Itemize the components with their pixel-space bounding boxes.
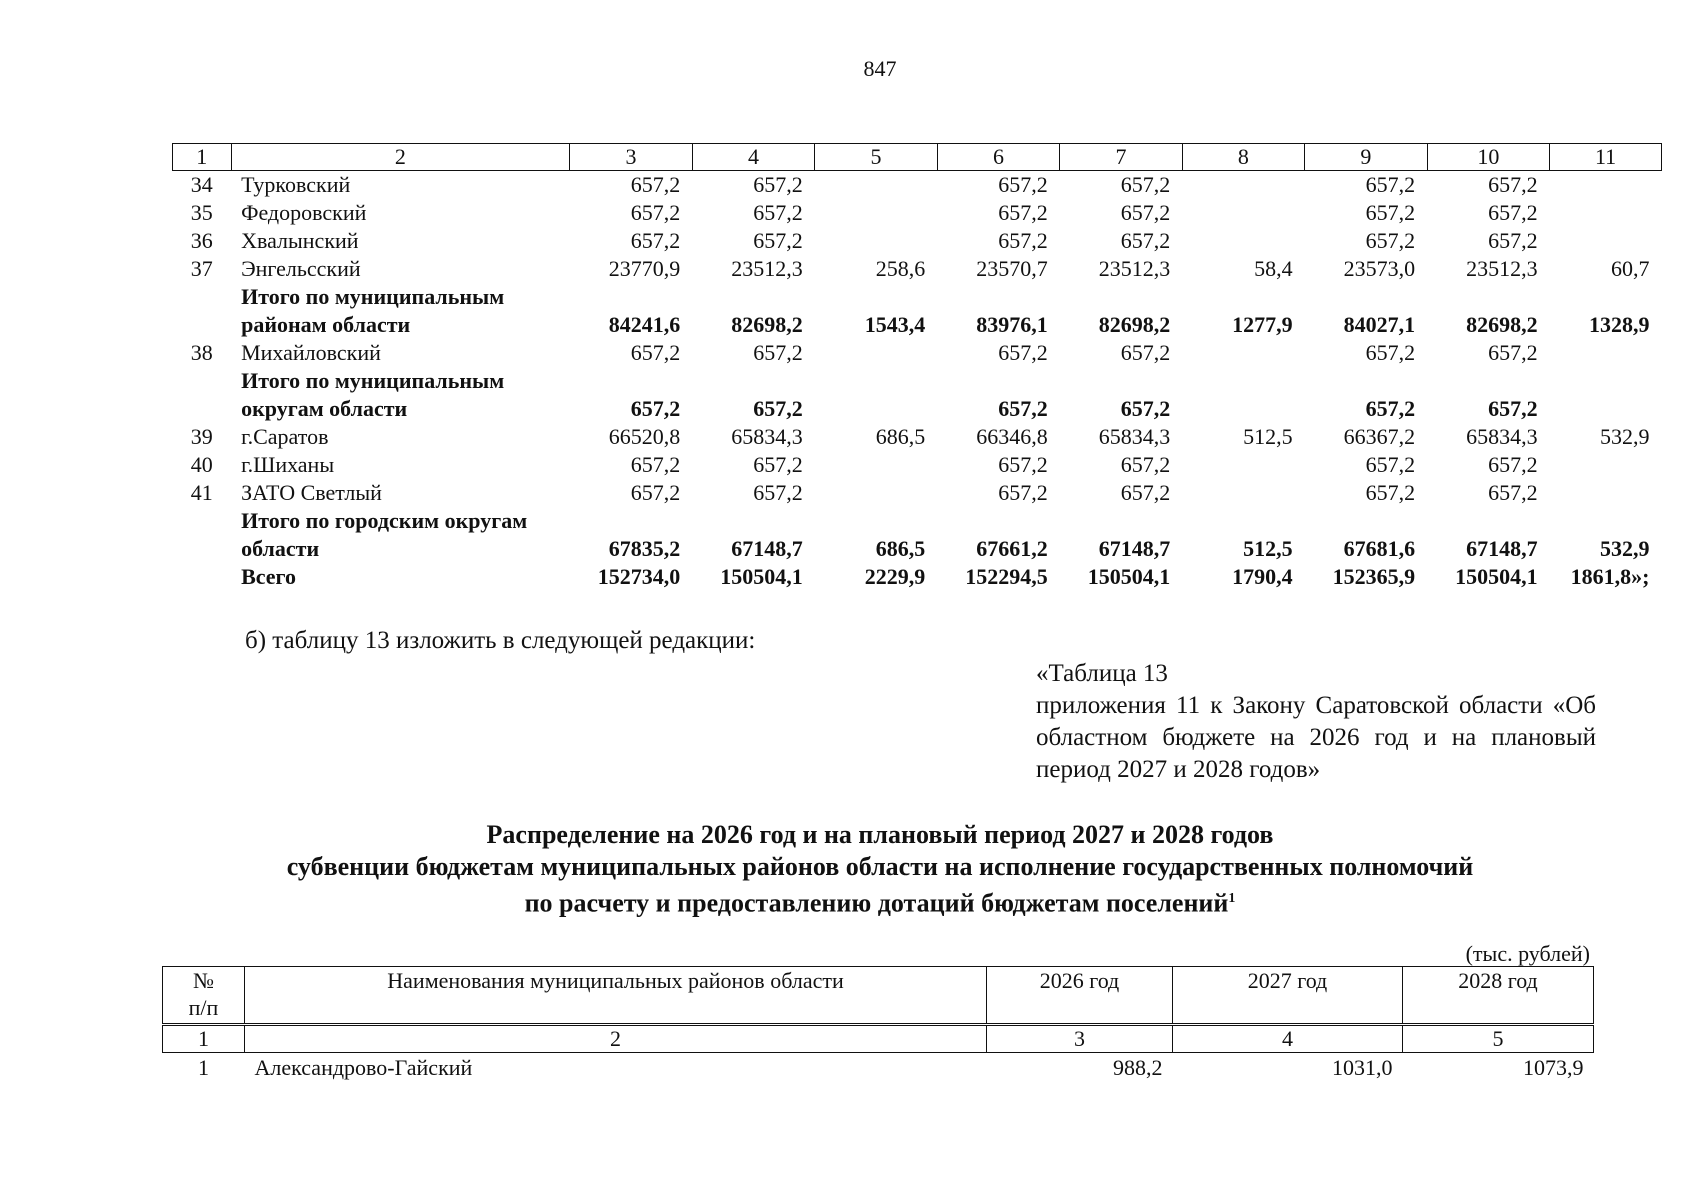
paragraph-b: б) таблицу 13 изложить в следующей редакции: (245, 627, 756, 654)
value-cell-c3: 657,2 (630, 396, 681, 421)
table-row (173, 423, 1662, 451)
value-cell-c9: 657,2 (1365, 228, 1416, 253)
table-row (173, 171, 1662, 200)
value-cell-c4: 657,2 (753, 452, 803, 477)
value-cell-c7: 65834,3 (1098, 424, 1171, 449)
value-cell-c6: 152294,5 (965, 564, 1048, 589)
header-2028: 2028 год (1403, 967, 1594, 1025)
value-cell-c5: 686,5 (875, 536, 926, 561)
value-cell-c5 (815, 283, 937, 311)
value-cell-c3: 657,2 (630, 200, 681, 225)
value-cell-c3 (570, 367, 692, 395)
value-cell-c11 (1550, 227, 1662, 255)
row-number (173, 311, 232, 339)
table-row (173, 535, 1662, 563)
col-number: 4 (692, 144, 814, 171)
header-row (163, 967, 1594, 1025)
value-cell-c8: 512,5 (1243, 424, 1293, 449)
value-cell-c6 (937, 507, 1059, 535)
row-number (173, 283, 232, 311)
top-table (172, 143, 1662, 591)
district-name: Турковский (241, 172, 351, 197)
district-name: Федоровский (241, 200, 367, 225)
row-number: 35 (190, 200, 213, 225)
value-cell-c3: 657,2 (630, 452, 681, 477)
value-cell-c8 (1182, 339, 1304, 367)
value-cell-c8 (1182, 507, 1304, 535)
row-number: 40 (190, 452, 213, 477)
row-number (173, 535, 232, 563)
value-cell-c10: 657,2 (1488, 340, 1538, 365)
value-cell-c7: 657,2 (1120, 228, 1171, 253)
col-number: 9 (1305, 144, 1427, 171)
value-cell-c8: 1790,4 (1232, 564, 1293, 589)
value-cell-c10: 657,2 (1488, 396, 1538, 421)
value-cell-c11 (1550, 339, 1662, 367)
value-cell-c3 (570, 507, 692, 535)
value-cell-c9: 66367,2 (1343, 424, 1416, 449)
value-cell-c7: 657,2 (1120, 172, 1171, 197)
page-number: 847 (863, 56, 897, 81)
row-number (173, 563, 232, 591)
col-number: 5 (1403, 1025, 1594, 1053)
value-cell-c5: 686,5 (875, 424, 926, 449)
value-cell-c8 (1182, 283, 1304, 311)
table-row (173, 283, 1662, 311)
row-number: 34 (190, 172, 213, 197)
value-cell-c8 (1182, 171, 1304, 200)
value-cell-c8 (1182, 479, 1304, 507)
value-cell-c6: 657,2 (998, 396, 1048, 421)
value-cell-c11 (1550, 395, 1662, 423)
value-cell-c6 (937, 367, 1059, 395)
district-name: г.Саратов (241, 424, 329, 449)
units-label: (тыс. рублей) (1465, 941, 1590, 966)
col-number: 7 (1060, 144, 1182, 171)
column-number-row (163, 1025, 1594, 1053)
value-cell-c11: 532,9 (1600, 424, 1650, 449)
value-y2027: 1031,0 (1332, 1055, 1393, 1080)
table-row (173, 451, 1662, 479)
value-cell-c7 (1060, 283, 1182, 311)
table-row (173, 367, 1662, 395)
value-cell-c3: 84241,6 (608, 312, 681, 337)
value-cell-c11 (1550, 171, 1662, 200)
value-cell-c4: 65834,3 (731, 424, 803, 449)
value-cell-c7: 23512,3 (1098, 256, 1171, 281)
value-cell-c7: 82698,2 (1098, 312, 1171, 337)
value-y2028: 1073,9 (1523, 1055, 1584, 1080)
value-cell-c10: 67148,7 (1466, 536, 1538, 561)
table-row (173, 507, 1662, 535)
value-cell-c9: 23573,0 (1343, 256, 1416, 281)
value-cell-c11: 532,9 (1600, 536, 1650, 561)
value-cell-c11 (1550, 479, 1662, 507)
value-cell-c3 (570, 283, 692, 311)
value-cell-c10 (1427, 507, 1549, 535)
value-cell-c4: 150504,1 (720, 564, 803, 589)
value-cell-c10: 65834,3 (1466, 424, 1538, 449)
value-cell-c6: 83976,1 (976, 312, 1048, 337)
table-row (173, 199, 1662, 227)
value-cell-c7: 657,2 (1120, 340, 1171, 365)
value-cell-c10: 82698,2 (1466, 312, 1538, 337)
value-cell-c6 (937, 283, 1059, 311)
value-cell-c4 (692, 507, 814, 535)
row-number (173, 367, 232, 395)
value-cell-c7: 657,2 (1120, 480, 1171, 505)
value-cell-c11: 1328,9 (1589, 312, 1650, 337)
value-cell-c10: 657,2 (1488, 172, 1538, 197)
col-number: 4 (1173, 1025, 1403, 1053)
value-cell-c5 (815, 171, 937, 200)
value-cell-c3: 657,2 (630, 340, 681, 365)
value-cell-c9: 657,2 (1365, 340, 1416, 365)
table-row (173, 339, 1662, 367)
value-cell-c5: 258,6 (875, 256, 926, 281)
col-number: 6 (937, 144, 1059, 171)
value-cell-c5 (815, 451, 937, 479)
value-cell-c6: 657,2 (998, 452, 1048, 477)
value-cell-c5 (815, 227, 937, 255)
value-cell-c7: 657,2 (1120, 396, 1171, 421)
value-cell-c11 (1550, 283, 1662, 311)
col-number: 3 (987, 1025, 1173, 1053)
value-cell-c8 (1182, 451, 1304, 479)
value-cell-c3: 152734,0 (597, 564, 681, 589)
header-name: Наименования муниципальных районов области (245, 967, 987, 1025)
table-row (173, 255, 1662, 283)
value-cell-c11 (1550, 507, 1662, 535)
col-number: 1 (173, 144, 232, 171)
table-row (173, 311, 1662, 339)
district-name: Хвалынский (241, 228, 359, 253)
value-cell-c3: 67835,2 (608, 536, 681, 561)
value-cell-c4: 82698,2 (731, 312, 803, 337)
district-name: Михайловский (241, 340, 381, 365)
col-number: 10 (1427, 144, 1549, 171)
row-number (173, 395, 232, 423)
title-line1: Распределение на 2026 год и на плановый период 2027 и 2028 годов (486, 820, 1274, 849)
value-cell-c5: 1543,4 (864, 312, 926, 337)
value-cell-c6: 657,2 (998, 480, 1048, 505)
value-cell-c4: 657,2 (753, 200, 803, 225)
value-cell-c9: 657,2 (1365, 200, 1416, 225)
district-name: районам области (241, 312, 411, 337)
title-line3 (0, 883, 1697, 920)
value-cell-c5 (815, 507, 937, 535)
value-cell-c4: 23512,3 (731, 256, 803, 281)
value-cell-c11 (1550, 451, 1662, 479)
value-cell-c5 (815, 479, 937, 507)
row-number: 37 (190, 256, 213, 281)
value-cell-c8 (1182, 395, 1304, 423)
table-row (163, 1053, 1594, 1084)
value-cell-c11: 1861,8»; (1570, 564, 1650, 589)
value-cell-c3: 657,2 (630, 172, 681, 197)
col-number: 8 (1182, 144, 1304, 171)
row-number: 1 (198, 1055, 209, 1080)
value-cell-c8 (1182, 367, 1304, 395)
value-cell-c11 (1550, 367, 1662, 395)
value-cell-c4: 657,2 (753, 480, 803, 505)
value-cell-c9: 657,2 (1365, 480, 1416, 505)
value-cell-c10: 150504,1 (1455, 564, 1538, 589)
caption-text: приложения 11 к Закону Саратовской области «Об областном бюджете на 2026 год и на плановый период 2027 и 2028 годов» (1036, 692, 1596, 783)
value-cell-c9: 657,2 (1365, 172, 1416, 197)
value-cell-c10: 657,2 (1488, 200, 1538, 225)
value-cell-c4: 657,2 (753, 340, 803, 365)
value-cell-c6: 66346,8 (976, 424, 1048, 449)
value-cell-c10 (1427, 367, 1549, 395)
table-caption (1036, 658, 1596, 786)
table-row (173, 479, 1662, 507)
value-cell-c9 (1305, 507, 1427, 535)
value-cell-c10: 23512,3 (1466, 256, 1538, 281)
value-cell-c8 (1182, 199, 1304, 227)
header-2026: 2026 год (987, 967, 1173, 1025)
title-line2: субвенции бюджетам муниципальных районов области на исполнение государственных полномочий (286, 852, 1474, 881)
value-cell-c5 (815, 395, 937, 423)
value-cell-c6: 67661,2 (976, 536, 1048, 561)
row-number: 38 (190, 340, 213, 365)
col-number: 2 (245, 1025, 987, 1053)
header-number-line1: № (193, 968, 214, 993)
row-number: 39 (190, 424, 213, 449)
header-number (163, 967, 245, 1025)
table-row (173, 395, 1662, 423)
value-cell-c3: 657,2 (630, 480, 681, 505)
value-cell-c4 (692, 367, 814, 395)
col-number: 3 (570, 144, 692, 171)
col-number: 5 (815, 144, 937, 171)
value-cell-c10: 657,2 (1488, 452, 1538, 477)
value-cell-c5 (815, 199, 937, 227)
district-name: области (241, 536, 320, 561)
district-name: г.Шиханы (241, 452, 335, 477)
value-cell-c3: 66520,8 (608, 424, 681, 449)
district-name: Энгельсский (241, 256, 361, 281)
col-number: 2 (231, 144, 570, 171)
footnote-mark: 1 (1228, 891, 1236, 906)
value-cell-c4 (692, 283, 814, 311)
value-cell-c7: 657,2 (1120, 452, 1171, 477)
row-number (173, 507, 232, 535)
header-number-line2: п/п (188, 995, 219, 1020)
col-number: 11 (1550, 144, 1662, 171)
value-y2026: 988,2 (1113, 1055, 1163, 1080)
value-cell-c5 (815, 339, 937, 367)
value-cell-c4: 657,2 (753, 396, 803, 421)
district-name: округам области (241, 396, 408, 421)
value-cell-c5 (815, 367, 937, 395)
value-cell-c9: 152365,9 (1332, 564, 1416, 589)
value-cell-c10 (1427, 283, 1549, 311)
value-cell-c3: 657,2 (630, 228, 681, 253)
value-cell-c4: 67148,7 (731, 536, 803, 561)
value-cell-c8: 1277,9 (1232, 312, 1293, 337)
value-cell-c8 (1182, 227, 1304, 255)
row-number: 41 (190, 480, 213, 505)
value-cell-c6: 657,2 (998, 200, 1048, 225)
value-cell-c9: 67681,6 (1343, 536, 1416, 561)
value-cell-c4: 657,2 (753, 228, 803, 253)
value-cell-c7: 67148,7 (1098, 536, 1171, 561)
table-row (173, 563, 1662, 591)
value-cell-c10: 657,2 (1488, 480, 1538, 505)
value-cell-c5: 2229,9 (864, 564, 926, 589)
value-cell-c6: 23570,7 (976, 256, 1048, 281)
header-2027: 2027 год (1173, 967, 1403, 1025)
value-cell-c10: 657,2 (1488, 228, 1538, 253)
district-name: Итого по городским округам (241, 508, 528, 533)
value-cell-c11 (1550, 199, 1662, 227)
row-number: 36 (190, 228, 213, 253)
value-cell-c7 (1060, 367, 1182, 395)
district-name: ЗАТО Светлый (241, 480, 382, 505)
value-cell-c6: 657,2 (998, 172, 1048, 197)
value-cell-c3: 23770,9 (608, 256, 681, 281)
district-name: Итого по муниципальным (241, 284, 505, 309)
bottom-table (162, 966, 1594, 1083)
caption-line1: «Таблица 13 (1036, 660, 1168, 687)
title-line3-text: по расчету и предоставлению дотаций бюджетам поселений (524, 888, 1229, 918)
value-cell-c9 (1305, 367, 1427, 395)
value-cell-c9: 84027,1 (1343, 312, 1416, 337)
column-number-row (173, 144, 1662, 171)
value-cell-c9: 657,2 (1365, 396, 1416, 421)
value-cell-c7 (1060, 507, 1182, 535)
value-cell-c8: 58,4 (1254, 256, 1293, 281)
document-title (0, 819, 1697, 920)
value-cell-c9 (1305, 283, 1427, 311)
district-name: Всего (241, 564, 296, 589)
value-cell-c4: 657,2 (753, 172, 803, 197)
value-cell-c11: 60,7 (1611, 256, 1650, 281)
value-cell-c9: 657,2 (1365, 452, 1416, 477)
value-cell-c7: 657,2 (1120, 200, 1171, 225)
value-cell-c6: 657,2 (998, 340, 1048, 365)
col-number: 1 (163, 1025, 245, 1053)
district-name: Итого по муниципальным (241, 368, 505, 393)
value-cell-c6: 657,2 (998, 228, 1048, 253)
value-cell-c8: 512,5 (1243, 536, 1293, 561)
value-cell-c7: 150504,1 (1087, 564, 1171, 589)
district-name: Александрово-Гайский (254, 1055, 473, 1080)
table-row (173, 227, 1662, 255)
